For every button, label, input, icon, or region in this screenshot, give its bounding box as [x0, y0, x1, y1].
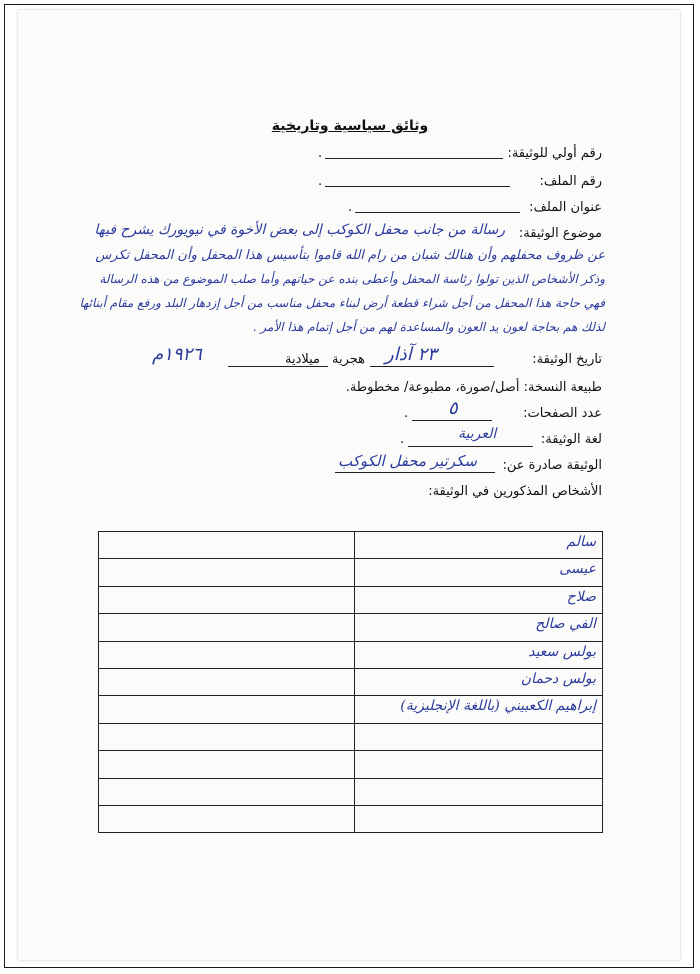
subject-label: موضوع الوثيقة: — [518, 226, 602, 241]
date-hijri-underline — [370, 366, 494, 367]
date-gregorian-value: ٢٣ آذار — [385, 344, 437, 365]
person-name: بولس سعيد — [528, 643, 596, 660]
initial-number-line — [325, 158, 503, 159]
table-cell-name — [355, 805, 603, 832]
table-cell-empty — [99, 696, 355, 723]
table-row — [99, 614, 603, 641]
table-cell-empty — [99, 723, 355, 750]
table-row — [99, 723, 603, 750]
subject-line-2: عن ظروف محفلهم وأن هنالك شبان من رام الله قاموا بتأسيس هذا المحفل وأن المحفل تكرس — [95, 248, 605, 263]
page-count-dot: . — [404, 406, 409, 421]
subject-line-3: وذكر الأشخاص الذين تولوا رئاسة المحفل وأعطى بنده عن حياتهم وأما صلب الموضوع من هذه الرسالة — [99, 272, 605, 286]
table-cell-empty — [99, 614, 355, 641]
language-label: لغة الوثيقة: — [540, 432, 602, 447]
date-label: تاريخ الوثيقة: — [532, 352, 602, 367]
person-name: إبراهيم الكعبيني (باللغة الإنجليزية) — [400, 698, 596, 715]
document-title: وثائق سياسية وتاريخية — [271, 118, 429, 134]
date-hijri-label: هجرية — [332, 352, 366, 367]
file-title-line — [355, 212, 520, 213]
persons-table — [98, 531, 603, 833]
table-cell-name — [355, 696, 603, 723]
person-name: عيسى — [559, 561, 596, 578]
table-row — [99, 805, 603, 832]
table-cell-empty — [99, 668, 355, 695]
table-cell-name — [355, 614, 603, 641]
table-row — [99, 641, 603, 668]
table-cell-empty — [99, 641, 355, 668]
language-value: العربية — [458, 426, 497, 442]
subject-line-1: رسالة من جانب محفل الكوكب إلى بعض الأخوة في نيويورك يشرح فيها — [94, 222, 505, 238]
table-row — [99, 559, 603, 586]
subject-line-4: فهي حاجة هذا المحفل من أجل شراء قطعة أرض لبناء محفل مناسب من أجل إزدهار البلد ورفع مقام أبنائها — [79, 296, 605, 310]
table-row — [99, 696, 603, 723]
file-title-dot: . — [348, 200, 353, 215]
page-count-value: ٥ — [448, 398, 458, 419]
initial-number-dot: . — [318, 146, 323, 161]
table-cell-empty — [99, 778, 355, 805]
copy-nature-label — [346, 380, 602, 395]
table-row — [99, 668, 603, 695]
file-title-label: عنوان الملف: — [529, 200, 602, 215]
copy-nature-label-text: طبيعة النسخة: — [523, 380, 602, 395]
table-cell-empty — [99, 751, 355, 778]
date-gregorian-label: ميلادية — [285, 352, 321, 367]
file-number-dot: . — [318, 174, 323, 189]
initial-number-label: رقم أولي للوثيقة: — [507, 146, 602, 161]
person-name: صلاح — [566, 588, 596, 605]
issued-by-label: الوثيقة صادرة عن: — [502, 458, 602, 473]
table-row — [99, 586, 603, 613]
page-count-label: عدد الصفحات: — [523, 406, 602, 421]
person-name: سالم — [566, 534, 596, 550]
issued-by-value: سكرتير محفل الكوكب — [338, 452, 477, 470]
table-cell-name — [355, 532, 603, 559]
table-cell-name — [355, 641, 603, 668]
table-cell-empty — [99, 559, 355, 586]
table-cell-name — [355, 586, 603, 613]
table-cell-empty — [99, 805, 355, 832]
language-line — [408, 446, 533, 447]
language-dot: . — [400, 432, 405, 447]
table-row — [99, 751, 603, 778]
table-cell-name — [355, 559, 603, 586]
table-cell-name — [355, 723, 603, 750]
subject-line-5: لذلك هم بحاجة لعون يد العون والمساعدة لهم من أجل إتمام هذا الأمر . — [252, 320, 605, 334]
table-row — [99, 778, 603, 805]
persons-label: الأشخاص المذكورين في الوثيقة: — [428, 484, 602, 499]
person-name: الفي صالح — [535, 616, 596, 633]
issued-by-line — [335, 472, 495, 473]
table-cell-empty — [99, 586, 355, 613]
file-number-label: رقم الملف: — [539, 174, 602, 189]
table-row — [99, 532, 603, 559]
table-cell-empty — [99, 532, 355, 559]
table-cell-name — [355, 668, 603, 695]
table-cell-name — [355, 778, 603, 805]
page-count-line — [412, 420, 492, 421]
date-year-value: ١٩٢٦م — [152, 344, 202, 365]
person-name: بولس دحمان — [520, 670, 596, 687]
table-cell-name — [355, 751, 603, 778]
copy-nature-value: أصل/صورة، مطبوعة/ مخطوطة. — [345, 380, 520, 395]
file-number-line — [325, 186, 510, 187]
